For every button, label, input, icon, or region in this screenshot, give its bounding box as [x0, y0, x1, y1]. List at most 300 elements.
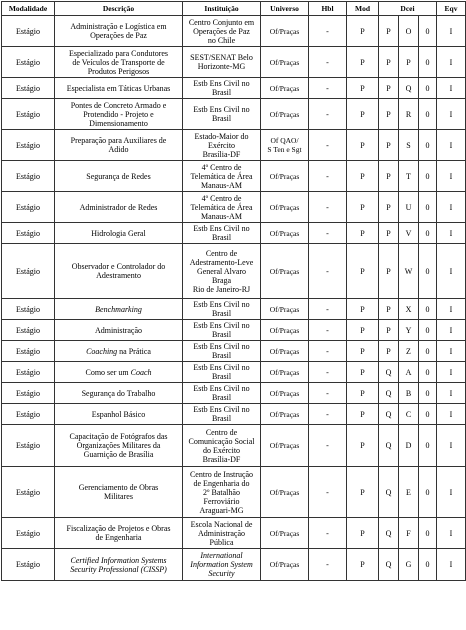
- cell-line: Operações de Paz: [90, 31, 147, 40]
- cell-dcei-2: U: [399, 192, 419, 223]
- cell-instituicao: [183, 518, 261, 549]
- cell-modalidade: Estágio: [2, 299, 55, 320]
- cell-line: Of/Praças: [269, 409, 300, 419]
- cell-line: Segurança do Trabalho: [81, 388, 156, 398]
- cell-dcei-3: 0: [419, 244, 437, 299]
- cell-eqv: I: [437, 130, 466, 161]
- table-row: [2, 223, 466, 244]
- cell-eqv: I: [437, 518, 466, 549]
- cell-line: SEST/SENAT Belo: [190, 53, 253, 62]
- cell-dcei-1: P: [379, 244, 399, 299]
- cell-line: Pontes de Concreto Armado e: [70, 100, 167, 110]
- cell-instituicao: [183, 130, 261, 161]
- table-row: [2, 16, 466, 47]
- cell-mod: P: [347, 47, 379, 78]
- table-row: [2, 320, 466, 341]
- cell-eqv: I: [437, 16, 466, 47]
- cell-line: Comunicação Social: [188, 436, 255, 446]
- cell-dcei-3: 0: [419, 425, 437, 467]
- header-modalidade: Modalidade: [2, 2, 55, 16]
- cell-instituicao: [183, 244, 261, 299]
- cell-dcei-2: D: [399, 425, 419, 467]
- cell-line: Of/Praças: [269, 266, 300, 276]
- cell-dcei-3: 0: [419, 161, 437, 192]
- cell-line: Of/Praças: [269, 560, 300, 569]
- cell-instituicao: [183, 223, 261, 244]
- cell-descricao: [55, 425, 183, 467]
- cell-instituicao: [183, 425, 261, 467]
- cell-descricao: [55, 78, 183, 99]
- cell-modalidade: Estágio: [2, 362, 55, 383]
- cell-line: Administração e Logística em: [70, 22, 167, 31]
- cell-mod: P: [347, 16, 379, 47]
- cell-line: Brasil: [211, 309, 232, 318]
- table-row: [2, 383, 466, 404]
- cell-descricao: [55, 467, 183, 518]
- table-body: [2, 16, 466, 581]
- table-row: [2, 47, 466, 78]
- cell-dcei-2: S: [399, 130, 419, 161]
- cell-modalidade: Estágio: [2, 341, 55, 362]
- cell-line: Fiscalização de Projetos e Obras: [66, 524, 171, 533]
- cell-mod: P: [347, 299, 379, 320]
- cell-line: Escola Nacional de: [190, 519, 253, 529]
- cell-universo: [261, 549, 309, 581]
- cell-hbl: -: [309, 362, 347, 383]
- cell-line: Information System: [190, 560, 253, 569]
- cell-line: Administração: [197, 528, 246, 538]
- cell-instituicao: [183, 341, 261, 362]
- cell-line: 2º Batalhão: [203, 487, 240, 497]
- cell-line: Brasília-DF: [202, 454, 241, 464]
- cell-dcei-3: 0: [419, 192, 437, 223]
- cell-dcei-3: 0: [419, 223, 437, 244]
- cell-line: Braga: [211, 275, 232, 285]
- cell-text: Coaching: [86, 346, 118, 356]
- cell-hbl: -: [309, 467, 347, 518]
- cell-mod: P: [347, 467, 379, 518]
- cell-modalidade: Estágio: [2, 78, 55, 99]
- cell-universo: [261, 425, 309, 467]
- cell-eqv: I: [437, 404, 466, 425]
- table-header: [2, 2, 466, 16]
- cell-dcei-2: Y: [399, 320, 419, 341]
- cell-mod: P: [347, 404, 379, 425]
- cell-descricao: [55, 299, 183, 320]
- cell-text: Como ser um: [85, 367, 131, 377]
- cell-eqv: I: [437, 192, 466, 223]
- cell-universo: [261, 223, 309, 244]
- cell-text: na Prática: [117, 346, 151, 356]
- cell-line: Brasil: [211, 233, 232, 242]
- cell-line: de Engenharia do: [193, 478, 250, 488]
- cell-modalidade: Estágio: [2, 425, 55, 467]
- cell-modalidade: Estágio: [2, 161, 55, 192]
- cell-line: Estb Ens Civil no: [193, 321, 250, 330]
- cell-hbl: -: [309, 518, 347, 549]
- cell-line: Telemática de Área: [190, 202, 253, 212]
- cell-dcei-1: P: [379, 161, 399, 192]
- cell-eqv: I: [437, 320, 466, 341]
- cell-line: Araguari-MG: [199, 505, 244, 515]
- cell-hbl: -: [309, 425, 347, 467]
- cell-dcei-1: Q: [379, 467, 399, 518]
- cell-line: Benchmarking: [95, 304, 142, 314]
- cell-dcei-2: T: [399, 161, 419, 192]
- table-row: [2, 161, 466, 192]
- cell-descricao: [55, 130, 183, 161]
- cell-line: no Chile: [207, 35, 236, 45]
- cell-line: Brasil: [211, 114, 232, 123]
- cell-instituicao: [183, 362, 261, 383]
- cell-dcei-1: P: [379, 99, 399, 130]
- cell-modalidade: Estágio: [2, 549, 55, 581]
- cell-line: Of/Praças: [269, 171, 300, 181]
- cell-line: Certified Information Systems: [70, 555, 167, 565]
- cell-line: Of/Praças: [269, 202, 300, 212]
- cell-line: Of/Praças: [269, 388, 300, 398]
- cell-eqv: I: [437, 383, 466, 404]
- cell-line: Dimensionamento: [89, 118, 148, 128]
- table-row: [2, 192, 466, 223]
- cell-dcei-3: 0: [419, 362, 437, 383]
- cell-instituicao: [183, 161, 261, 192]
- cell-mod: P: [347, 130, 379, 161]
- cell-line: Estb Ens Civil no: [193, 105, 250, 114]
- cell-line: Rio de Janeiro-RJ: [192, 284, 251, 294]
- cell-line: Security Professional (CISSP): [70, 564, 167, 574]
- cell-line: Brasil: [211, 88, 232, 97]
- cell-hbl: -: [309, 161, 347, 192]
- cell-mod: P: [347, 341, 379, 362]
- header-instituicao: Instituição: [183, 2, 261, 16]
- cell-modalidade: Estágio: [2, 47, 55, 78]
- table-row: [2, 244, 466, 299]
- cell-dcei-1: Q: [379, 362, 399, 383]
- cell-text: Coach: [130, 367, 152, 377]
- cell-mod: P: [347, 244, 379, 299]
- cell-line: Estado-Maior do: [194, 131, 249, 141]
- cell-eqv: I: [437, 223, 466, 244]
- cell-mod: P: [347, 383, 379, 404]
- cell-eqv: I: [437, 341, 466, 362]
- cell-mod: P: [347, 320, 379, 341]
- cell-instituicao: [183, 16, 261, 47]
- table-row: [2, 130, 466, 161]
- cell-descricao: [55, 518, 183, 549]
- cell-line: Capacitação de Fotógrafos das: [69, 432, 168, 441]
- cell-dcei-1: P: [379, 78, 399, 99]
- cell-hbl: -: [309, 192, 347, 223]
- cell-dcei-3: 0: [419, 383, 437, 404]
- cell-instituicao: [183, 99, 261, 130]
- cell-universo: [261, 404, 309, 425]
- cell-line: General Alvaro: [196, 266, 247, 276]
- table-row: [2, 299, 466, 320]
- cell-universo: [261, 341, 309, 362]
- cell-eqv: I: [437, 425, 466, 467]
- cell-eqv: I: [437, 549, 466, 581]
- cell-dcei-1: P: [379, 341, 399, 362]
- cell-line: Of/Praças: [269, 304, 300, 314]
- cell-dcei-3: 0: [419, 78, 437, 99]
- cell-modalidade: Estágio: [2, 467, 55, 518]
- cell-hbl: -: [309, 341, 347, 362]
- cell-universo: [261, 299, 309, 320]
- cell-line: Of/Praças: [269, 57, 300, 67]
- cell-descricao: [55, 47, 183, 78]
- cell-mod: P: [347, 223, 379, 244]
- cell-descricao: [55, 161, 183, 192]
- cell-hbl: -: [309, 16, 347, 47]
- cell-line: Of/Praças: [269, 109, 300, 119]
- cell-line: Manaus-AM: [201, 180, 242, 190]
- cell-dcei-2: F: [399, 518, 419, 549]
- cell-instituicao: [183, 299, 261, 320]
- cell-line: Estb Ens Civil no: [193, 300, 250, 309]
- table-row: [2, 341, 466, 362]
- cell-hbl: -: [309, 78, 347, 99]
- cell-instituicao: [183, 549, 261, 581]
- cell-line: Especializado para Condutores: [68, 48, 169, 58]
- cell-line: Estb Ens Civil no: [193, 405, 250, 414]
- cell-line: Adestramento: [96, 271, 141, 280]
- cell-line: S Ten e Sgt: [267, 145, 302, 154]
- cell-hbl: -: [309, 244, 347, 299]
- cell-dcei-2: R: [399, 99, 419, 130]
- cell-dcei-1: P: [379, 130, 399, 161]
- cell-line: Telemática de Área: [190, 171, 253, 181]
- cell-dcei-3: 0: [419, 99, 437, 130]
- cell-modalidade: Estágio: [2, 99, 55, 130]
- header-universo: Universo: [261, 2, 309, 16]
- cell-modalidade: Estágio: [2, 518, 55, 549]
- cell-descricao: [55, 244, 183, 299]
- cell-line: International: [200, 551, 243, 560]
- cell-dcei-3: 0: [419, 341, 437, 362]
- cell-instituicao: [183, 78, 261, 99]
- cell-dcei-3: 0: [419, 404, 437, 425]
- cell-hbl: -: [309, 383, 347, 404]
- cell-dcei-1: P: [379, 223, 399, 244]
- cell-universo: [261, 99, 309, 130]
- cell-line: Centro de: [205, 427, 238, 437]
- cell-dcei-2: W: [399, 244, 419, 299]
- cell-line: Of/Praças: [269, 367, 300, 377]
- cell-dcei-1: Q: [379, 518, 399, 549]
- cell-line: Brasil: [211, 414, 232, 423]
- cell-eqv: I: [437, 161, 466, 192]
- cell-descricao: [55, 383, 183, 404]
- cell-mod: P: [347, 518, 379, 549]
- cell-line: Centro de: [205, 248, 238, 258]
- cell-eqv: I: [437, 362, 466, 383]
- cell-line: Brasil: [211, 393, 232, 402]
- cell-dcei-1: Q: [379, 404, 399, 425]
- cell-hbl: -: [309, 320, 347, 341]
- cell-line: Of/Praças: [269, 441, 300, 450]
- cell-dcei-3: 0: [419, 467, 437, 518]
- cell-dcei-2: X: [399, 299, 419, 320]
- cell-instituicao: [183, 467, 261, 518]
- cell-descricao: [55, 223, 183, 244]
- cell-dcei-1: P: [379, 320, 399, 341]
- cell-line: Of/Praças: [269, 346, 300, 356]
- cell-line: Estb Ens Civil no: [193, 79, 250, 88]
- cell-hbl: -: [309, 223, 347, 244]
- cell-universo: [261, 467, 309, 518]
- cell-instituicao: [183, 383, 261, 404]
- cell-eqv: I: [437, 467, 466, 518]
- header-hbl: Hbl: [309, 2, 347, 16]
- cell-eqv: I: [437, 47, 466, 78]
- cell-dcei-2: Q: [399, 78, 419, 99]
- cell-line: Operações de Paz: [193, 26, 250, 36]
- cell-dcei-3: 0: [419, 47, 437, 78]
- cell-instituicao: [183, 47, 261, 78]
- cell-line: de Veículos de Transporte de: [72, 57, 165, 67]
- cell-line: Of/Praças: [269, 26, 300, 36]
- cell-descricao: [55, 192, 183, 223]
- cell-instituicao: [183, 404, 261, 425]
- cell-line: Estb Ens Civil no: [193, 342, 250, 351]
- cell-dcei-1: Q: [379, 383, 399, 404]
- cell-mod: P: [347, 99, 379, 130]
- cell-eqv: I: [437, 78, 466, 99]
- cell-dcei-2: O: [399, 16, 419, 47]
- cell-dcei-2: C: [399, 404, 419, 425]
- cell-modalidade: Estágio: [2, 16, 55, 47]
- cell-line: do Exército: [202, 445, 241, 455]
- cell-universo: [261, 320, 309, 341]
- cell-line: Exército: [207, 140, 236, 150]
- cell-line: Pública: [209, 537, 234, 547]
- cell-eqv: I: [437, 244, 466, 299]
- cell-modalidade: Estágio: [2, 383, 55, 404]
- cell-line: Hidrologia Geral: [91, 228, 146, 238]
- table-row: [2, 549, 466, 581]
- cell-line: Protendido - Projeto e: [83, 109, 154, 119]
- cell-hbl: -: [309, 99, 347, 130]
- cell-descricao: [55, 549, 183, 581]
- table-row: [2, 78, 466, 99]
- cell-line: Administração: [94, 325, 143, 335]
- cell-line: Centro de Instrução: [189, 469, 254, 479]
- cell-dcei-3: 0: [419, 518, 437, 549]
- cell-descricao: [55, 320, 183, 341]
- cell-line: Security: [208, 569, 235, 578]
- cell-line: Brasil: [211, 351, 232, 360]
- cell-dcei-2: V: [399, 223, 419, 244]
- cell-line: Militares: [104, 492, 133, 501]
- cell-line: Observador e Controlador do: [71, 262, 166, 271]
- table-row: [2, 362, 466, 383]
- courses-table: [1, 1, 466, 581]
- cell-universo: [261, 78, 309, 99]
- cell-mod: P: [347, 362, 379, 383]
- cell-eqv: I: [437, 299, 466, 320]
- cell-line: Guarnição de Brasília: [83, 450, 154, 459]
- cell-mod: P: [347, 78, 379, 99]
- header-mod: Mod: [347, 2, 379, 16]
- cell-modalidade: Estágio: [2, 404, 55, 425]
- cell-hbl: -: [309, 404, 347, 425]
- table-row: [2, 99, 466, 130]
- cell-mod: P: [347, 549, 379, 581]
- cell-universo: [261, 383, 309, 404]
- cell-descricao: [55, 341, 183, 362]
- cell-universo: [261, 192, 309, 223]
- table-row: [2, 425, 466, 467]
- cell-line: Brasil: [211, 330, 232, 339]
- cell-line: Adido: [108, 145, 129, 154]
- cell-line: Estb Ens Civil no: [193, 384, 250, 393]
- cell-line: Ferroviário: [203, 496, 240, 506]
- cell-mod: P: [347, 161, 379, 192]
- cell-line: Preparação para Auxiliares de: [70, 136, 167, 145]
- cell-line: 4º Centro de: [201, 162, 242, 172]
- cell-descricao: [55, 404, 183, 425]
- cell-dcei-3: 0: [419, 299, 437, 320]
- cell-modalidade: Estágio: [2, 244, 55, 299]
- cell-line: Brasília-DF: [202, 149, 241, 159]
- cell-mod: P: [347, 192, 379, 223]
- cell-dcei-1: P: [379, 299, 399, 320]
- cell-line: Of/Praças: [269, 487, 300, 497]
- cell-line: de Engenharia: [95, 533, 142, 542]
- cell-line: Of/Praças: [269, 83, 300, 93]
- cell-instituicao: [183, 320, 261, 341]
- cell-dcei-2: E: [399, 467, 419, 518]
- cell-modalidade: Estágio: [2, 320, 55, 341]
- table-row: [2, 404, 466, 425]
- table-row: [2, 518, 466, 549]
- header-dcei: Dcei: [379, 2, 437, 16]
- cell-dcei-1: P: [379, 192, 399, 223]
- cell-dcei-2: B: [399, 383, 419, 404]
- cell-dcei-1: P: [379, 16, 399, 47]
- cell-line: Espanhol Básico: [91, 409, 146, 419]
- cell-line: Organizações Militares da: [76, 441, 161, 450]
- header-descricao: Descrição: [55, 2, 183, 16]
- cell-line: Brasil: [211, 372, 232, 381]
- cell-hbl: -: [309, 299, 347, 320]
- cell-line: Of/Praças: [269, 325, 300, 335]
- cell-modalidade: Estágio: [2, 223, 55, 244]
- cell-universo: [261, 47, 309, 78]
- cell-dcei-2: P: [399, 47, 419, 78]
- cell-line: Adestramento-Leve: [189, 257, 254, 267]
- cell-line: Segurança de Redes: [86, 171, 151, 181]
- cell-hbl: -: [309, 130, 347, 161]
- cell-line: 4º Centro de: [201, 193, 242, 203]
- cell-universo: [261, 16, 309, 47]
- cell-universo: [261, 244, 309, 299]
- cell-universo: [261, 161, 309, 192]
- cell-line: Centro Conjunto em: [188, 17, 255, 27]
- cell-instituicao: [183, 192, 261, 223]
- cell-dcei-3: 0: [419, 549, 437, 581]
- cell-descricao: [55, 362, 183, 383]
- cell-line: Gerenciamento de Obras: [78, 483, 159, 492]
- cell-descricao: [55, 99, 183, 130]
- cell-dcei-1: Q: [379, 549, 399, 581]
- cell-dcei-1: Q: [379, 425, 399, 467]
- cell-dcei-3: 0: [419, 130, 437, 161]
- cell-dcei-3: 0: [419, 320, 437, 341]
- cell-dcei-2: A: [399, 362, 419, 383]
- cell-line: Estb Ens Civil no: [193, 224, 250, 233]
